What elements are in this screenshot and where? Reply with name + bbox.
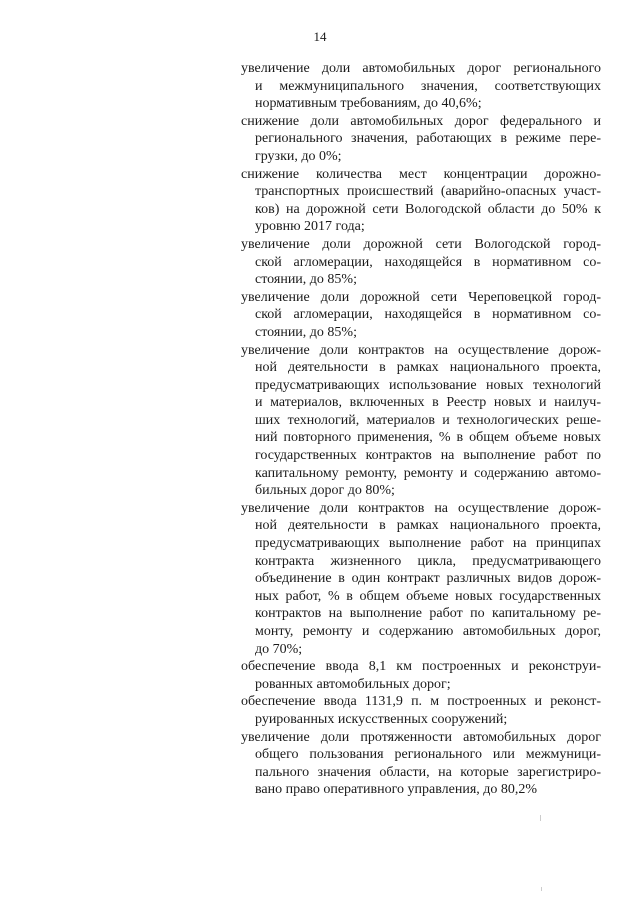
list-item-line: общего пользования регионального или межмуници-: [255, 747, 601, 763]
list-item-line: стоянии, до 85%;: [255, 272, 357, 288]
list-item: [241, 289, 601, 342]
list-item-line: контрактов на выполнение работ по капитальному ре-: [255, 606, 601, 622]
list-item-line: и материалов, включенных в Реестр новых и наилуч-: [255, 395, 601, 411]
list-item-line: увеличение доли контрактов на осуществление дорож-: [241, 342, 601, 358]
list-item-line: увеличение доли дорожной сети Вологодской город-: [241, 236, 601, 252]
list-item-line: контракта жизненного цикла, предусматривающего: [255, 553, 601, 569]
list-item-line: ших технологий, материалов и технологических реше-: [255, 412, 601, 428]
list-item-line: увеличение доли дорожной сети Череповецкой город-: [241, 289, 601, 305]
target-indicators-list: [241, 60, 601, 799]
list-item-line: предусматривающих использование новых технологий: [255, 377, 601, 393]
list-item-line: ков) на дорожной сети Вологодской области до 50% к: [255, 201, 601, 217]
list-item-line: увеличение доли автомобильных дорог регионального: [241, 61, 601, 76]
list-item: [241, 60, 601, 113]
list-item-line: увеличение доли контрактов на осуществление дорож-: [241, 500, 601, 516]
list-item: [241, 166, 601, 236]
list-item-line: и межмуниципального значения, соответствующих: [255, 78, 601, 94]
list-item-line: грузки, до 0%;: [255, 148, 342, 164]
list-item-line: государственных контрактов на выполнение работ по: [255, 448, 601, 464]
list-item-line: до 70%;: [255, 641, 303, 657]
list-item-line: ной деятельности в рамках национального проекта,: [255, 518, 601, 534]
list-item-line: монту, ремонту и содержанию автомобильных дорог,: [255, 624, 601, 639]
list-item-line: вано право оперативного управления, до 80,2%: [255, 782, 538, 798]
list-item-line: увеличение доли протяженности автомобильных дорог: [241, 729, 601, 745]
list-item-line: предусматривающих выполнение работ на принципах: [255, 536, 601, 552]
list-item-line: снижение доли автомобильных дорог федерального и: [241, 113, 601, 129]
list-item-line: обеспечение ввода 8,1 км построенных и реконструи-: [241, 659, 601, 675]
list-item: [241, 658, 601, 693]
list-item-line: рованных автомобильных дорог;: [255, 676, 451, 692]
list-item-line: транспортных происшествий (аварийно-опасных участ-: [255, 184, 601, 200]
list-item: [241, 236, 601, 289]
list-item: [241, 342, 601, 500]
list-item-line: ных работ, % в общем объеме новых государственных: [255, 588, 601, 604]
list-item-line: ской агломерации, находящейся в нормативном со-: [255, 254, 601, 270]
list-item-line: руированных искусственных сооружений;: [255, 711, 508, 727]
list-item-line: объединение в один контракт различных видов дорож-: [255, 571, 601, 587]
scan-artifact: [541, 887, 542, 891]
list-item-line: капитальному ремонту, ремонту и содержанию автомо-: [255, 465, 601, 481]
list-item: [241, 729, 601, 799]
list-item-line: ной деятельности в рамках национального проекта,: [255, 360, 601, 376]
list-item: [241, 113, 601, 166]
list-item-line: уровню 2017 года;: [255, 219, 365, 235]
list-item-line: стоянии, до 85%;: [255, 324, 357, 340]
list-item-line: ний повторного применения, % в общем объеме новых: [255, 430, 601, 446]
scan-artifact: [540, 815, 541, 821]
page-number: 14: [313, 29, 327, 44]
list-item-line: ской агломерации, находящейся в нормативном со-: [255, 307, 601, 323]
list-item: [241, 693, 601, 728]
list-item-line: пального значения области, на которые зарегистриро-: [255, 764, 601, 780]
list-item-line: нормативным требованиям, до 40,6%;: [255, 96, 482, 112]
list-item-line: обеспечение ввода 1131,9 п. м построенных и реконст-: [241, 694, 601, 710]
list-item-line: бильных дорог до 80%;: [255, 483, 395, 499]
list-item-line: снижение количества мест концентрации дорожно-: [241, 166, 601, 182]
list-item: [241, 500, 601, 658]
list-item-line: регионального значения, работающих в режиме пере-: [255, 131, 601, 147]
